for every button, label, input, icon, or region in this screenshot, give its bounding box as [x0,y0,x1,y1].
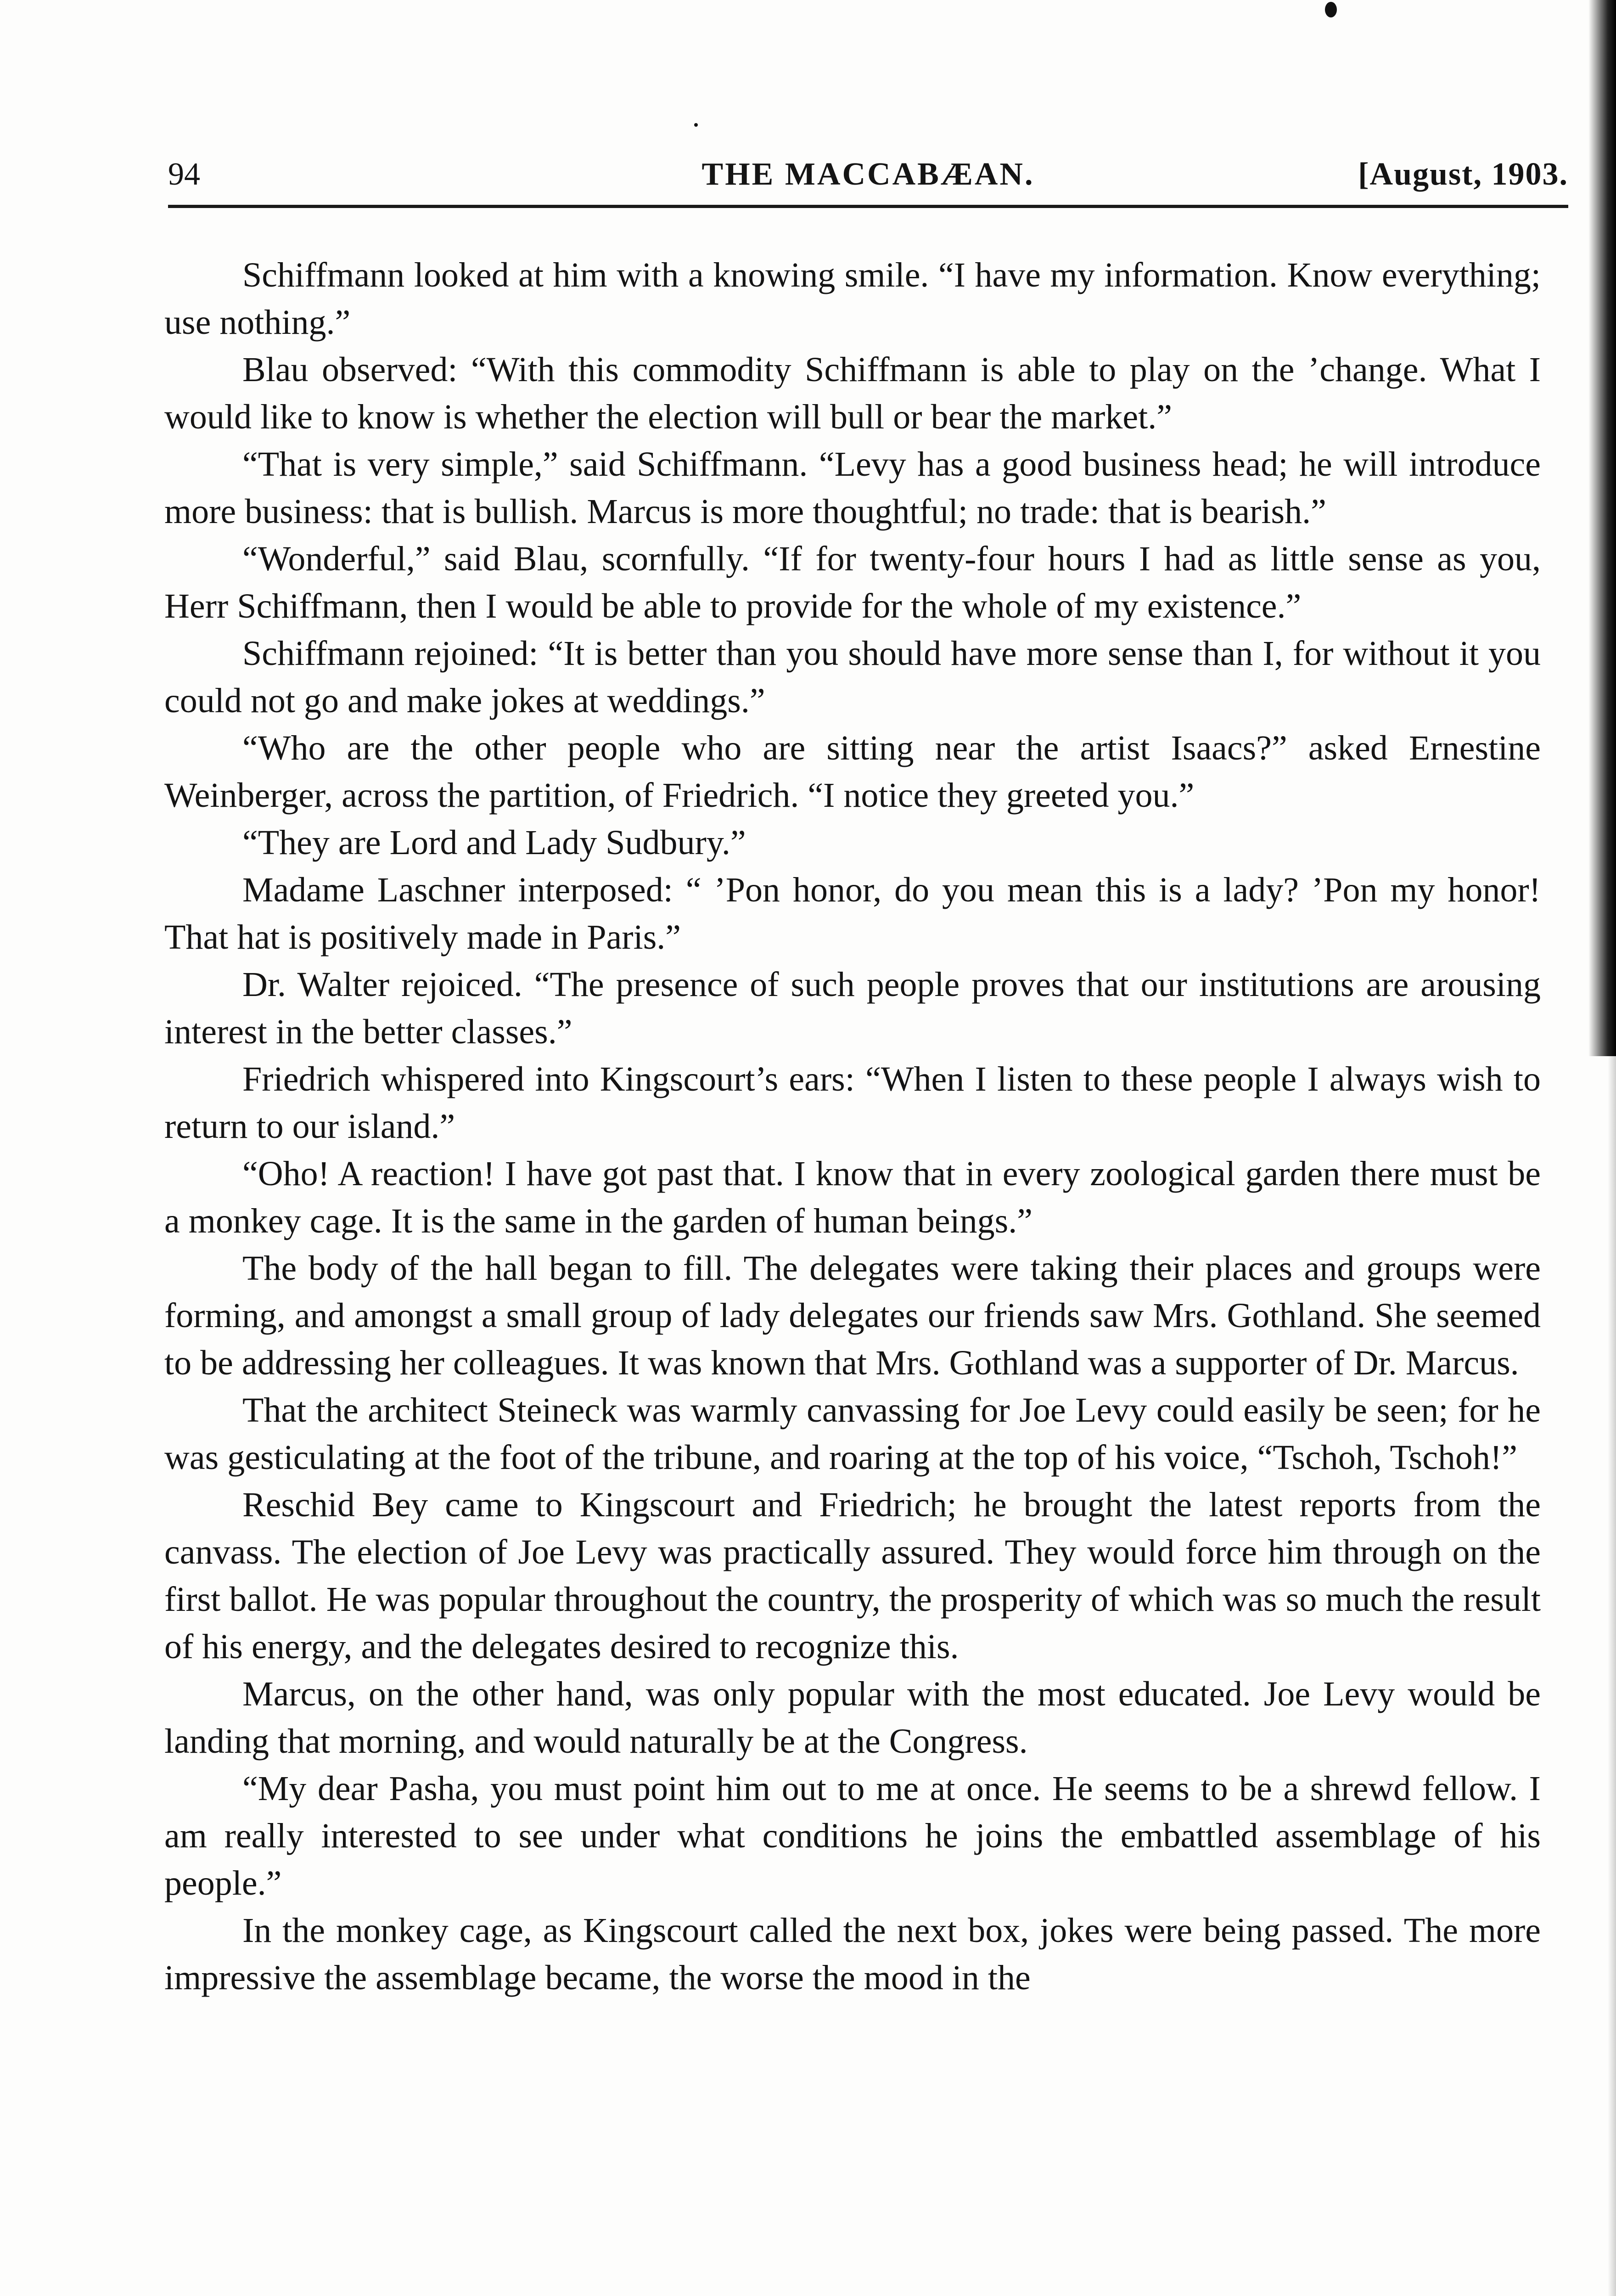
article-body [164,252,1541,2002]
paragraph: Blau observed: “With this commodity Schiffmann is able to play on the ’change. What I would like to know is whether the election will bull or bear the market.” [164,350,1541,436]
scan-edge-shadow [1588,0,1616,1056]
paragraph: Schiffmann rejoined: “It is better than you should have more sense than I, for without it you could not go and make jokes at weddings.” [164,634,1541,720]
paragraph: Schiffmann looked at him with a knowing smile. “I have my information. Know everything; use nothing.” [164,256,1541,342]
paragraph: “They are Lord and Lady Sudbury.” [242,823,746,862]
paragraph: Reschid Bey came to Kingscourt and Friedrich; he brought the latest reports from the canvass. The election of Joe Levy was practically assured. They would force him through on the first ballot. He was popular throughout the country, the prosperity of which was so much the result of his energy, and the delegates desired to recognize this. [164,1486,1541,1666]
paragraph: Dr. Walter rejoiced. “The presence of such people proves that our institutions are arousing interest in the better classes.” [164,965,1541,1051]
paragraph: Friedrich whispered into Kingscourt’s ears: “When I listen to these people I always wish to return to our island.” [164,1060,1541,1146]
header-rule [168,205,1568,208]
scan-edge-shadow-lower [1608,1056,1616,2296]
page-header [168,152,1568,197]
scan-speck [694,123,698,127]
paragraph: “My dear Pasha, you must point him out to me at once. He seems to be a shrewd fellow. I am really interested to see under what conditions he joins the embattled assemblage of his people.” [164,1769,1541,1902]
paragraph: “Oho! A reaction! I have got past that. I know that in every zoological garden there must be a monkey cage. It is the same in the garden of human beings.” [164,1154,1541,1240]
paragraph: “Wonderful,” said Blau, scornfully. “If for twenty-four hours I had as little sense as you, Herr Schiffmann, then I would be able to provide for the whole of my existence.” [164,540,1541,625]
running-title: THE MACCABÆAN. [701,157,1035,192]
paragraph: Marcus, on the other hand, was only popular with the most educated. Joe Levy would be landing that morning, and would naturally be at the Congress. [164,1675,1541,1761]
paragraph: Madame Laschner interposed: “ ’Pon honor, do you mean this is a lady? ’Pon my honor! That hat is positively made in Paris.” [164,871,1541,957]
paragraph: “That is very simple,” said Schiffmann. “Levy has a good business head; he will introduce more business: that is bullish. Marcus is more thoughtful; no trade: that is bearish.” [164,445,1541,531]
page-number: 94 [168,157,200,192]
paragraph: That the architect Steineck was warmly canvassing for Joe Levy could easily be seen; for he was gesticulating at the foot of the tribune, and roaring at the top of his voice, “Tschoh, Tschoh!” [164,1391,1541,1477]
paragraph: The body of the hall began to fill. The delegates were taking their places and groups were forming, and amongst a small group of lady delegates our friends saw Mrs. Gothland. She seemed to be addressing her colleagues. It was known that Mrs. Gothland was a supporter of Dr. Marcus. [164,1249,1541,1382]
scan-speck [1325,2,1337,17]
paragraph: In the monkey cage, as Kingscourt called the next box, jokes were being passed. The more impressive the assemblage became, the worse the mood in the [164,1911,1541,1997]
issue-date: [August, 1903. [1358,157,1568,192]
paragraph: “Who are the other people who are sitting near the artist Isaacs?” asked Ernestine Weinberger, across the partition, of Friedrich. “I notice they greeted you.” [164,729,1541,815]
